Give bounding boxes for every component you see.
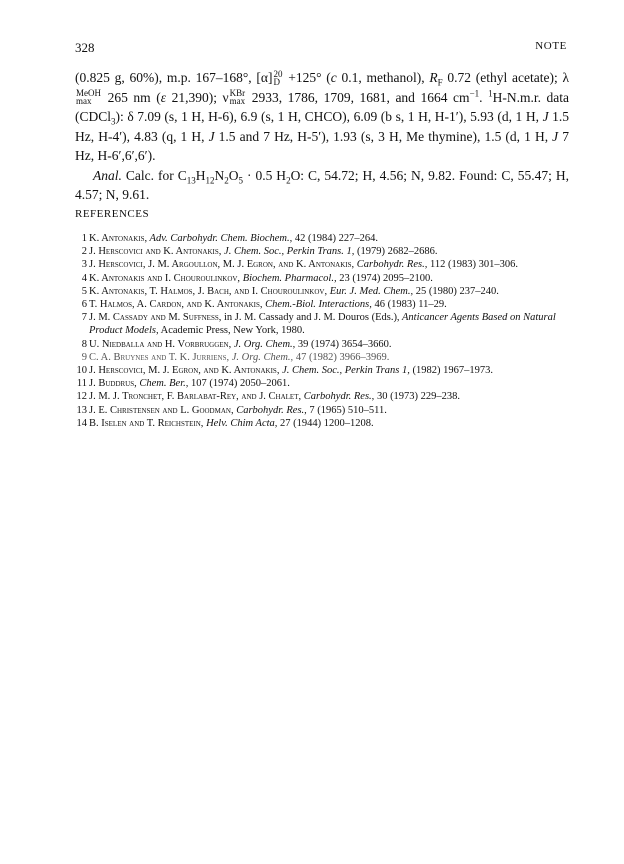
- reference-item: 13 J. E. Christensen and L. Goodman, Carbohydr. Res., 7 (1965) 510–511.: [76, 404, 387, 416]
- section-label: NOTE: [535, 40, 567, 52]
- reference-item: 4 K. Antonakis and I. Chouroulinkov, Biochem. Pharmacol., 23 (1974) 2095–2100.: [81, 272, 433, 284]
- reference-item: 11 J. Buddrus, Chem. Ber., 107 (1974) 2050–2061.: [76, 378, 290, 390]
- page-number: 328: [75, 40, 95, 55]
- reference-item: 10 J. Herscovici, M. J. Egron, and K. Antonakis, J. Chem. Soc., Perkin Trans 1, (1982) 1967–1973.: [76, 365, 493, 377]
- reference-item: 12 J. M. J. Tronchet, F. Barlabat-Rey, and J. Chalet, Carbohydr. Res., 30 (1973) 229–238.: [76, 391, 461, 403]
- characterization-paragraph: (0.825 g, 60%), m.p. 167–168°, [α] 20 D +125° (c 0.1, methanol), $R_F$ 0.72 (ethyl acetate); λ MeOH max 265 nm (ε 21,390); ν KBr max 2933, 1786, 1709, 1681, and 1664 $cm^{-1}$. $^1$H-N.m.r. data (CDCl$_3$): δ 7.09 (s, 1 H, H-6), 6.9 (s, 1 H, CHCO), 6.09 (b s, 1 H, H-1′), 5.93 (d, 1 H, J 1.5 Hz, H-4′), 4.83 (q, 1 H, J 1.5 and 7 Hz, H-5′), 1.93 (s, 3 H, Me thymine), 1.5 (d, 1 H, J 7 Hz, H-6′,6′,6′).: [75, 68, 570, 163]
- reference-item: 1 K. Antonakis, Adv. Carbohydr. Chem. Biochem., 42 (1984) 227–264.: [81, 233, 379, 244]
- reference-item: 9 C. A. Bruynes and T. K. Jurriens, J. Org. Chem., 47 (1982) 3966–3969.: [81, 351, 390, 363]
- analysis-paragraph: Anal. Calc. for $C_{13}H_{12}N_2O_5 \cdot 0.5$ $H_2O$: C, 54.72; H, 4.56; N, 9.82. Found: C, 55.47; H, 4.57; N, 9.61.: [75, 167, 569, 202]
- reference-item: 2 J. Herscovici and K. Antonakis, J. Chem. Soc., Perkin Trans. 1, (1979) 2682–2686.: [81, 246, 438, 258]
- reference-item: 7 J. M. Cassady and M. Suffness, in J. M. Cassady and J. M. Douros (Eds.), Anticancer Agents Based on Natural Product Models, Academic Press, New York, 1980.: [81, 312, 556, 337]
- reference-item: 5 K. Antonakis, T. Halmos, J. Bach, and I. Chouroulinkov, Eur. J. Med. Chem., 25 (1980) 237–240.: [81, 285, 499, 297]
- reference-list: [75, 232, 569, 430]
- reference-item: 8 U. Niedballa and H. Vorbruggen, J. Org. Chem., 39 (1974) 3654–3660.: [81, 338, 392, 350]
- reference-item: 3 J. Herscovici, J. M. Argoullon, M. J. Egron, and K. Antonakis, Carbohydr. Res., 112 (1983) 301–306.: [81, 259, 518, 271]
- references-heading: REFERENCES: [75, 208, 150, 220]
- experimental-text: [75, 68, 569, 205]
- reference-item: 14 B. Iselen and T. Reichstein, Helv. Chim Acta, 27 (1944) 1200–1208.: [76, 417, 374, 429]
- reference-item: 6 T. Halmos, A. Cardon, and K. Antonakis, Chem.-Biol. Interactions, 46 (1983) 11–29.: [81, 299, 447, 311]
- page-header: [75, 40, 565, 60]
